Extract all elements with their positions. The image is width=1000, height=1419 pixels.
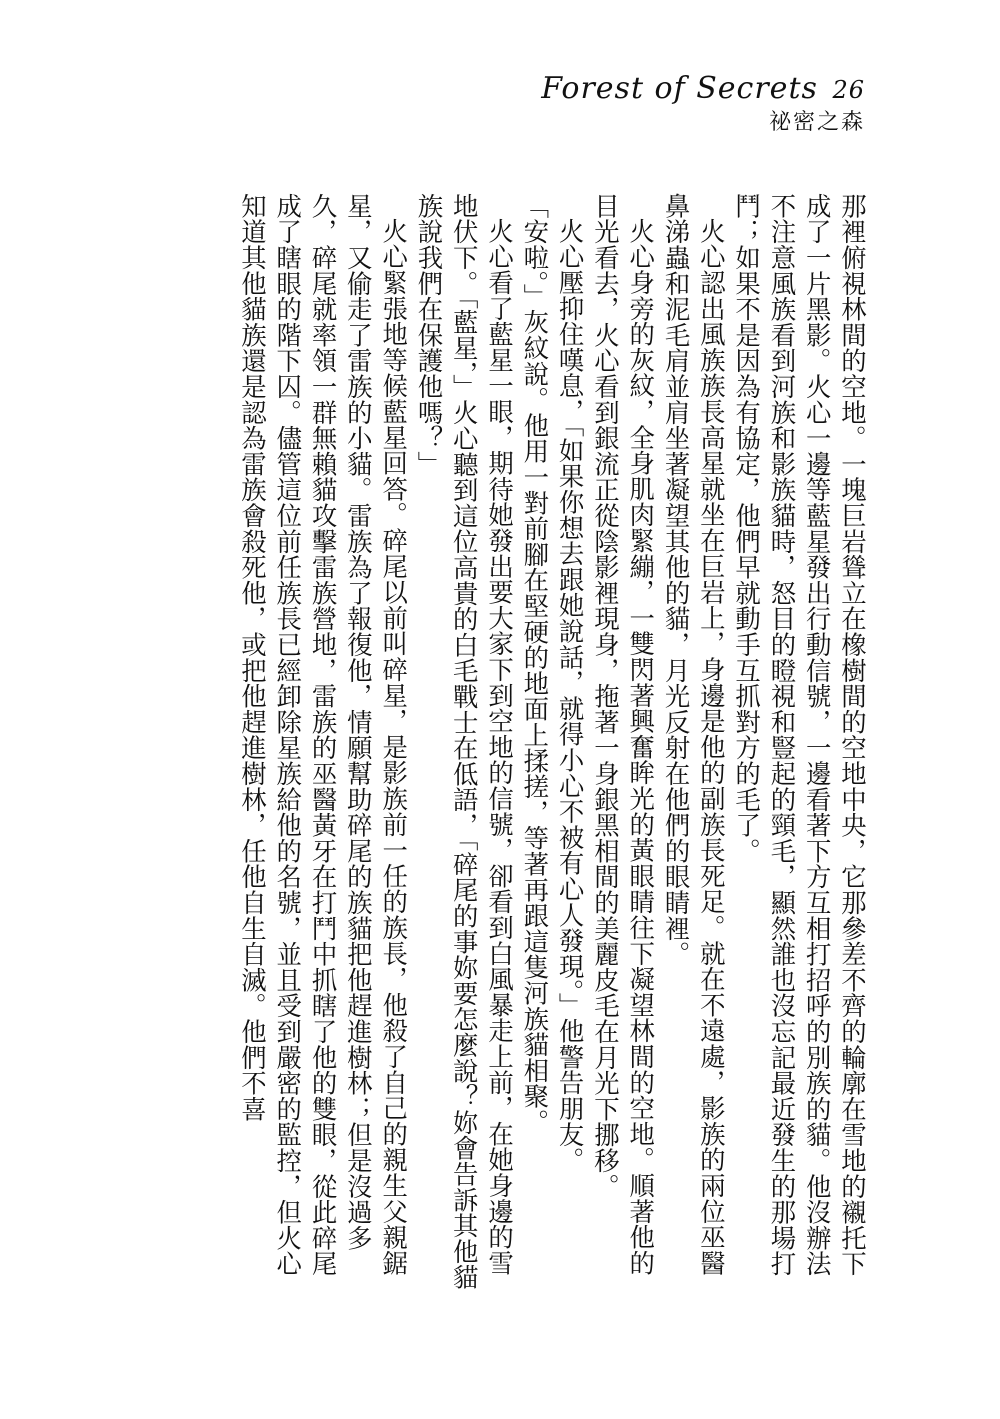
paragraph: 火心緊張地等候藍星回答。碎尾以前叫碎星，是影族前一任的族長，他殺了自己的親生父親鋸星，又偷走了雷族的小貓。雷族為了報復他，情願幫助碎尾的族貓把他趕進樹林；但是沒過多久，碎尾就率領一群無賴貓攻擊雷族營地，雷族的巫醫黃牙在打鬥中抓瞎了他的雙眼，從此碎尾成了瞎眼的階下囚。儘管這位前任族長已經卸除星族給他的名號，並且受到嚴密的監控，但火心知道其他貓族還是認為雷族會殺死他，或把他趕進樹林，任他自生自滅。他們不喜: [237, 193, 410, 1277]
paragraph: 火心身旁的灰紋，全身肌肉緊繃，一雙閃著興奮眸光的黃眼睛往下凝望林間的空地。順著他的目光看去，火心看到銀流正從陰影裡現身，拖著一身銀黑相間的美麗皮毛在月光下挪移。: [590, 193, 657, 1277]
paragraph: 「安啦。」灰紋說。他用一對前腳在堅硬的地面上揉搓，等著再跟這隻河族貓相聚。: [520, 193, 551, 1135]
running-title: [541, 70, 865, 109]
body-text: [235, 193, 870, 1293]
paragraph: 火心認出風族族長高星就坐在巨岩上，身邊是他的副族長死足。就在不遠處，影族的兩位巫醫鼻涕蟲和泥毛肩並肩坐著凝望其他的貓，月光反射在他們的眼睛裡。: [661, 193, 727, 1277]
paragraph: 那裡俯視林間的空地。一塊巨岩聳立在橡樹間的空地中央，它那參差不齊的輪廓在雪地的襯托下成了一片黑影。火心一邊等藍星發出行動信號，一邊看著下方互相打招呼的別族的貓。他沒辦法不注意風族看到河族和影族貓時，怒目的瞪視和豎起的頸毛，顯然誰也沒忘記最近發生的那場打鬥；如果不是因為有協定，他們早就動手互抓對方的毛了。: [732, 193, 868, 1277]
page-header: [541, 70, 865, 137]
book-title-english: Forest of Secrets: [541, 71, 818, 106]
paragraph: 火心壓抑住嘆息，「如果你想去跟她說話，就得小心不被有心人發現。」他警告朋友。: [555, 218, 586, 1174]
paragraph: 火心看了藍星一眼，期待她發出要大家下到空地的信號，卻看到白風暴走上前，在她身邊的雪地伏下。「藍星，」火心聽到這位高貴的白毛戰士在低語，「碎尾的事妳要怎麼說？妳會告訴其他貓族說我們在保護他嗎？」: [414, 193, 516, 1291]
page-number: 26: [832, 76, 865, 104]
book-title-chinese: 祕密之森: [768, 110, 865, 135]
